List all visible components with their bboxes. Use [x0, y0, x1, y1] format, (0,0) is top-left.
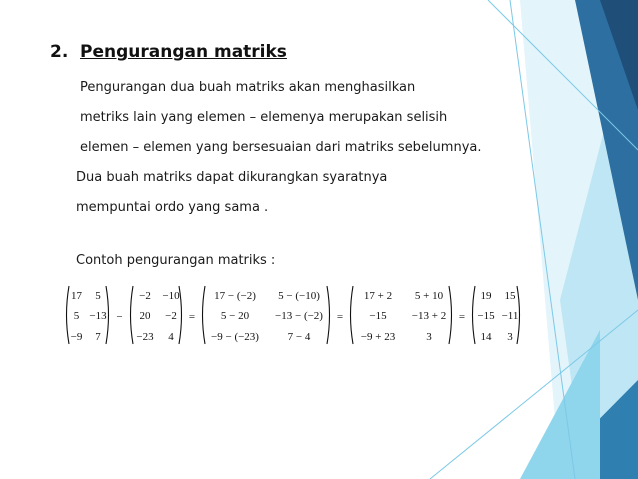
matrix-cell: −9 + 23: [360, 331, 396, 343]
left-paren: [67, 286, 70, 344]
paragraph-line: metriks lain yang elemen – elemenya merupakan selisih: [80, 110, 448, 125]
matrix-cell: 17 − (−2): [214, 290, 256, 302]
matrix-cell: 15: [504, 290, 516, 302]
paragraph-line: mempuntai ordo yang sama .: [76, 200, 269, 215]
matrix-cell: 5 − 20: [220, 310, 250, 322]
matrix-cell: −13 + 2: [411, 310, 447, 322]
matrix-cell: 4: [168, 331, 174, 343]
matrix-cell: 14: [480, 331, 492, 343]
matrix-cell: 5: [95, 290, 101, 302]
operator: =: [458, 311, 466, 323]
matrix-cell: −9 − (−23): [211, 331, 259, 343]
right-paren: [327, 286, 330, 344]
matrix-cell: 7 − 4: [287, 331, 311, 343]
matrix-cell: 5 − (−10): [278, 290, 320, 302]
left-paren: [473, 286, 476, 344]
operator: =: [336, 311, 344, 323]
matrix-cell: 19: [480, 290, 492, 302]
matrix-cell: −13 − (−2): [275, 310, 323, 322]
example-label: Contoh pengurangan matriks :: [76, 253, 276, 268]
matrix-cell: 3: [426, 331, 432, 343]
matrix-cell: 17 + 2: [363, 290, 393, 302]
matrix-cell: −11: [501, 310, 519, 322]
matrix-cell: −2: [139, 290, 151, 302]
left-paren: [351, 286, 354, 344]
matrix-cell: −15: [477, 310, 495, 322]
operator: =: [188, 311, 196, 323]
operator: −: [116, 311, 123, 323]
section-heading: [50, 42, 287, 62]
matrix-cell: −23: [136, 331, 154, 343]
paragraph-line: Pengurangan dua buah matriks akan menghasilkan: [80, 80, 416, 95]
matrix-cell: −13: [89, 310, 107, 322]
heading-title: Pengurangan matriks: [80, 42, 287, 62]
matrix-cell: 17: [71, 290, 82, 302]
matrix-formula: [64, 284, 524, 348]
matrix-cell: 5: [73, 310, 80, 322]
matrix-cell: −10: [162, 290, 180, 302]
matrix-cell: −2: [165, 310, 177, 322]
matrix-cell: 7: [95, 331, 101, 343]
matrix-cell: −15: [369, 310, 387, 322]
matrix-cell: 20: [139, 310, 151, 322]
left-paren: [203, 286, 206, 344]
paragraph-line: elemen – elemen yang bersesuaian dari matriks sebelumnya.: [80, 140, 482, 155]
matrix-cell: 3: [507, 331, 513, 343]
right-paren: [449, 286, 452, 344]
left-paren: [131, 286, 134, 344]
matrix-cell: −9: [70, 331, 83, 343]
paragraph-line: Dua buah matriks dapat dikurangkan syaratnya: [76, 170, 388, 185]
matrix-cell: 5 + 10: [414, 290, 444, 302]
heading-number: 2.: [50, 42, 69, 62]
